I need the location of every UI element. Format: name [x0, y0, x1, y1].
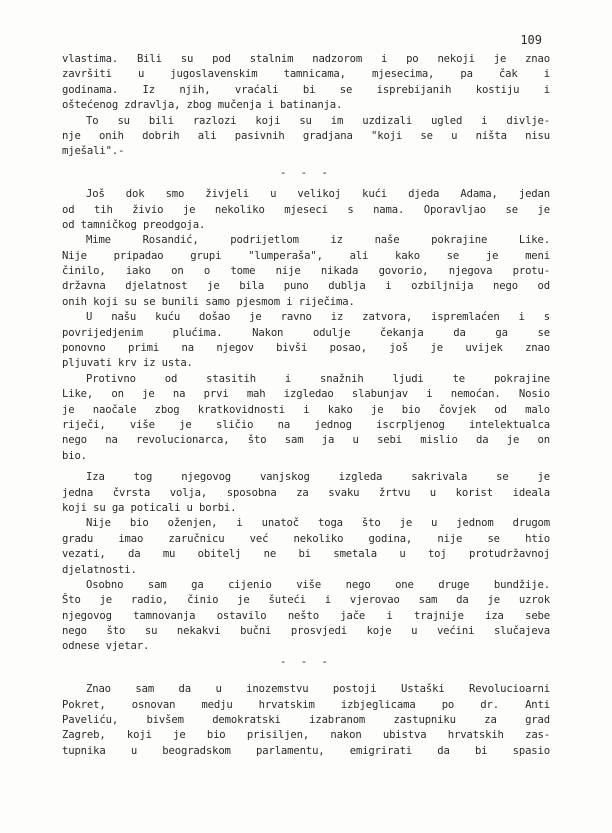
text-line: djelatnosti. — [62, 563, 137, 576]
section-separator: - - - — [280, 655, 332, 668]
text-line: nje onih dobrih ali pasivnih gradjana "koji se u ništa nisu — [62, 129, 550, 142]
text-line: nego na revolucionarca, što sam ja u sebi mislio da je on — [62, 434, 550, 447]
paragraph — [62, 52, 550, 114]
text-line: koji su ga poticali u borbi. — [62, 501, 237, 514]
paragraph — [62, 682, 550, 759]
text-line: onih koji su se bunili samo pjesmom i riječima. — [62, 295, 355, 308]
paragraph — [62, 310, 550, 372]
text-line: godinama. Iz njih, vraćali bi se isprebijanih kostiju i — [62, 83, 550, 96]
text-line: je naočale zbog kratkovidnosti i kako je bio čovjek od malo — [62, 403, 550, 416]
text-line: To su bili razlozi koji su im uzdizali ugled i divlje- — [86, 114, 550, 127]
text-line: ponovno primi na njegov bivši posao, još je uvijek znao — [62, 342, 550, 355]
text-line: U našu kuću došao je ravno iz zatvora, ispremlaćen i s — [86, 311, 550, 324]
text-line: bio. — [62, 449, 87, 462]
paragraph — [62, 187, 550, 233]
paragraph — [62, 233, 550, 310]
text-line: činilo, iako on o tome nije nikada govorio, njegova protu- — [62, 265, 550, 278]
text-line: Like, on je na prvi mah izgledao slabunjav i nemoćan. Nosio — [62, 388, 550, 401]
text-line: završiti u jugoslavenskim tamnicama, mjesecima, pa čak i — [62, 68, 550, 81]
text-line: Iza tog njegovog vanjskog izgleda sakrivala se je — [86, 471, 550, 484]
text-line: pljuvati krv iz usta. — [62, 357, 193, 370]
text-line: vlastima. Bili su pod stalnim nadzorom i po nekoji je znao — [62, 53, 550, 65]
text-line: riječi, više je sličio na jednog iscrpljenog intelektualca — [62, 418, 550, 431]
text-line: Paveliću, bivšem demokratski izabranom zastupniku za grad — [62, 714, 550, 727]
text-line: tupnika u beogradskom parlamentu, emigrirati da bi spasio — [62, 744, 550, 757]
text-line: odnese vjetar. — [62, 640, 150, 653]
text-line: povrijedjenim plućima. Nakon odulje čekanja da ga se — [62, 326, 550, 339]
text-line: Znao sam da u inozemstvu postoji Ustaški Revolucioarni — [86, 683, 550, 696]
page-number: 109 — [520, 33, 542, 47]
text-line: gradu imao zaručnicu već nekoliko godina, nije se htio — [62, 532, 550, 545]
text-line: vezati, da mu obitelj ne bi smetala u toj protudržavnoj — [62, 548, 550, 561]
text-line: mješali".- — [62, 145, 125, 158]
text-line: Nije pripadao grupi "lumperaša", ali kako se je meni — [62, 249, 550, 262]
text-line: državna djelatnost je bila puno dublja i ozbiljnija nego od — [62, 280, 550, 293]
text-line: nego što su nekakvi bučni prosvjedi koje u većini slučajeva — [62, 625, 550, 638]
paragraph — [62, 372, 550, 464]
body-text — [62, 52, 550, 759]
paragraph — [62, 470, 550, 516]
text-line: Pokret, osnovan medju hrvatskim izbjeglicama po dr. Anti — [62, 698, 550, 711]
paragraph — [62, 114, 550, 160]
paragraph — [62, 578, 550, 655]
text-line: Zagreb, koji je bio prisiljen, nakon ubistva hrvatskih zas- — [62, 729, 550, 742]
text-line: Što je radio, činio je šuteći i vjerovao sam da je uzrok — [62, 594, 550, 607]
text-line: Protivno od stasitih i snažnih ljudi te pokrajine — [86, 372, 550, 385]
text-line: jedna čvrsta volja, sposobna za svaku žrtvu u korist ideala — [62, 486, 550, 499]
text-line: njegovog tamnovanja ostavilo nešto jače i trajnije iza sebe — [62, 609, 550, 622]
text-line: Mime Rosandić, podrijetlom iz naše pokrajine Like. — [86, 234, 550, 247]
section-separator: - - - — [280, 166, 332, 179]
text-line: oštećenog zdravlja, zbog mučenja i batinanja. — [62, 99, 343, 112]
text-line: Nije bio oženjen, i unatoč toga što je u jednom drugom — [86, 517, 550, 530]
text-line: Osobno sam ga cijenio više nego one druge bundžije. — [86, 578, 550, 591]
text-line: Još dok smo živjeli u velikoj kući djeda Adama, jedan — [86, 188, 550, 201]
paragraph — [62, 516, 550, 578]
text-line: od tamničkog preodgoja. — [62, 218, 206, 231]
text-line: od tih živio je nekoliko mjeseci s nama. Oporavljao se je — [62, 203, 550, 216]
